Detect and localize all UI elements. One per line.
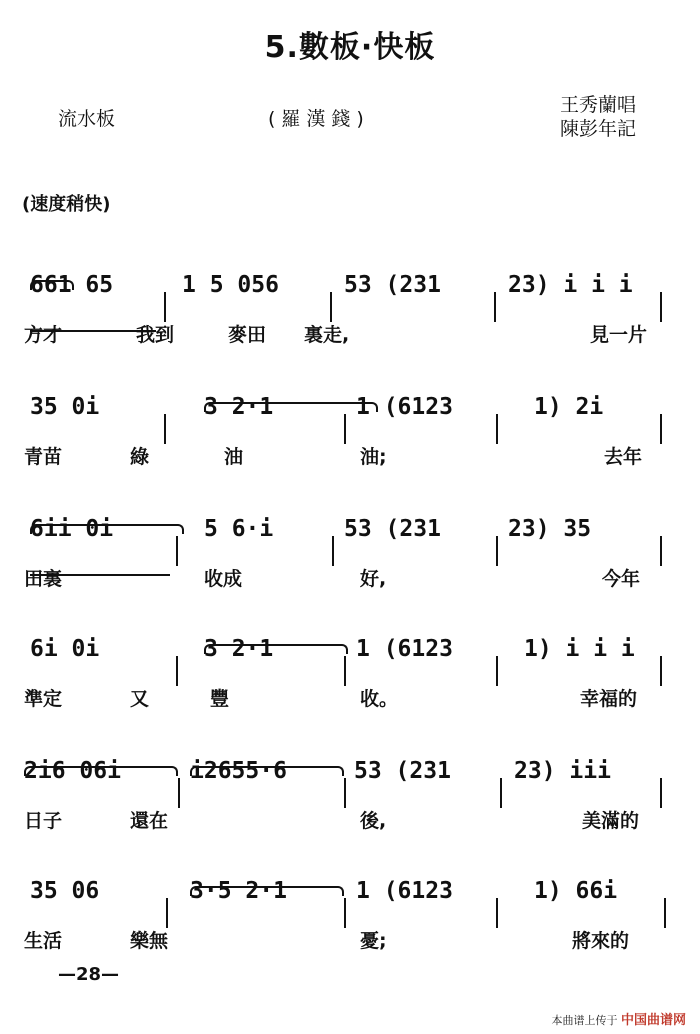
slur bbox=[204, 644, 348, 654]
bar-line bbox=[496, 536, 498, 566]
lyric: 今年 bbox=[602, 568, 641, 590]
measure: 35 06 bbox=[30, 878, 100, 904]
measure: 3 2·1 bbox=[204, 394, 274, 420]
bar-line bbox=[164, 292, 166, 322]
bar-line bbox=[496, 414, 498, 444]
lyric: 油 bbox=[224, 446, 244, 468]
slur bbox=[30, 280, 74, 290]
measure: 2i6 06i bbox=[24, 758, 121, 784]
lyric: 收成 bbox=[204, 568, 243, 590]
bar-line bbox=[344, 778, 346, 808]
bar-line bbox=[496, 898, 498, 928]
bar-line bbox=[164, 414, 166, 444]
source-site[interactable]: 中国曲谱网 bbox=[620, 1013, 686, 1028]
bar-line bbox=[344, 656, 346, 686]
measure: 3·5 2·1 bbox=[190, 878, 287, 904]
bar-line bbox=[494, 292, 496, 322]
measure: 1) i i i bbox=[524, 636, 635, 662]
bar-line bbox=[496, 656, 498, 686]
credit-singer: 王秀蘭唱 bbox=[560, 94, 637, 116]
bar-line bbox=[332, 536, 334, 566]
lyric: 見一片 bbox=[590, 324, 648, 346]
measure: 1 5 056 bbox=[182, 272, 279, 298]
bar-line bbox=[660, 414, 662, 444]
measure: 23) 35 bbox=[508, 516, 592, 542]
lyric: 去年 bbox=[604, 446, 643, 468]
bar-line bbox=[166, 898, 168, 928]
lyric: 準定 bbox=[24, 688, 63, 710]
tempo-marking: (速度稍快) bbox=[22, 194, 111, 215]
measure: 53 (231 bbox=[344, 516, 441, 542]
measure: 1 (6123 bbox=[356, 636, 453, 662]
lyric: 麥田 bbox=[228, 324, 267, 346]
measure: 1 (6123 bbox=[356, 878, 453, 904]
measure: 3 2·1 bbox=[204, 636, 274, 662]
score-line bbox=[0, 606, 700, 716]
bar-line bbox=[660, 778, 662, 808]
bar-line bbox=[330, 292, 332, 322]
lyric: 樂無 bbox=[130, 930, 169, 952]
bar-line bbox=[176, 656, 178, 686]
slur bbox=[204, 402, 378, 412]
lyric: 豐 bbox=[210, 688, 230, 710]
measure: 1 (6123 bbox=[356, 394, 453, 420]
tune-name: (羅漢錢) bbox=[268, 108, 370, 130]
lyric: 憂; bbox=[360, 930, 387, 952]
source-note: 本曲谱上传于 bbox=[551, 1014, 618, 1027]
bar-line bbox=[176, 536, 178, 566]
lyric: 幸福的 bbox=[580, 688, 638, 710]
lyric: 田裏 bbox=[24, 568, 63, 590]
bar-line bbox=[660, 536, 662, 566]
tune-type: 流水板 bbox=[58, 108, 116, 130]
score-line bbox=[0, 364, 700, 474]
lyric: 將來的 bbox=[572, 930, 630, 952]
measure: 53 (231 bbox=[344, 272, 441, 298]
lyric: 好, bbox=[360, 568, 387, 590]
credit-recorder: 陳彭年記 bbox=[560, 118, 637, 140]
measure: 5 6·i bbox=[204, 516, 274, 542]
measure: 1) 66i bbox=[534, 878, 618, 904]
bar-line bbox=[344, 414, 346, 444]
slur bbox=[190, 766, 344, 776]
measure: 6i 0i bbox=[30, 636, 100, 662]
source-watermark bbox=[551, 1009, 686, 1028]
lyric: 美滿的 bbox=[582, 810, 640, 832]
lyric: 收。 bbox=[360, 688, 399, 710]
measure: i2655·6 bbox=[190, 758, 287, 784]
score-line bbox=[0, 848, 700, 958]
page-number: —28— bbox=[58, 964, 120, 985]
lyric: 後, bbox=[360, 810, 387, 832]
bar-line bbox=[664, 898, 666, 928]
lyric: 又 bbox=[130, 688, 150, 710]
score-line bbox=[0, 728, 700, 838]
score-line bbox=[0, 242, 700, 352]
measure: 1) 2i bbox=[534, 394, 604, 420]
page-title: 5.數板·快板 bbox=[264, 30, 436, 65]
lyric: 油; bbox=[360, 446, 387, 468]
lyric: 還在 bbox=[130, 810, 169, 832]
bar-line bbox=[500, 778, 502, 808]
slur bbox=[30, 524, 184, 534]
lyric: 我到 bbox=[136, 324, 175, 346]
measure: 661 65 bbox=[30, 272, 114, 298]
score-line bbox=[0, 486, 700, 596]
bar-line bbox=[178, 778, 180, 808]
measure: 23) i i i bbox=[508, 272, 633, 298]
measure: 6ii 0i bbox=[30, 516, 114, 542]
bar-line bbox=[660, 292, 662, 322]
slur bbox=[24, 766, 178, 776]
lyric: 方才 bbox=[24, 324, 63, 346]
slur bbox=[190, 886, 344, 896]
bar-line bbox=[344, 898, 346, 928]
lyric: 青苗 bbox=[24, 446, 63, 468]
lyric: 日子 bbox=[24, 810, 63, 832]
bar-line bbox=[660, 656, 662, 686]
measure: 23) iii bbox=[514, 758, 611, 784]
lyric: 綠 bbox=[130, 446, 150, 468]
measure: 53 (231 bbox=[354, 758, 451, 784]
lyric: 裏走, bbox=[304, 324, 350, 346]
lyric: 生活 bbox=[24, 930, 63, 952]
measure: 35 0i bbox=[30, 394, 100, 420]
